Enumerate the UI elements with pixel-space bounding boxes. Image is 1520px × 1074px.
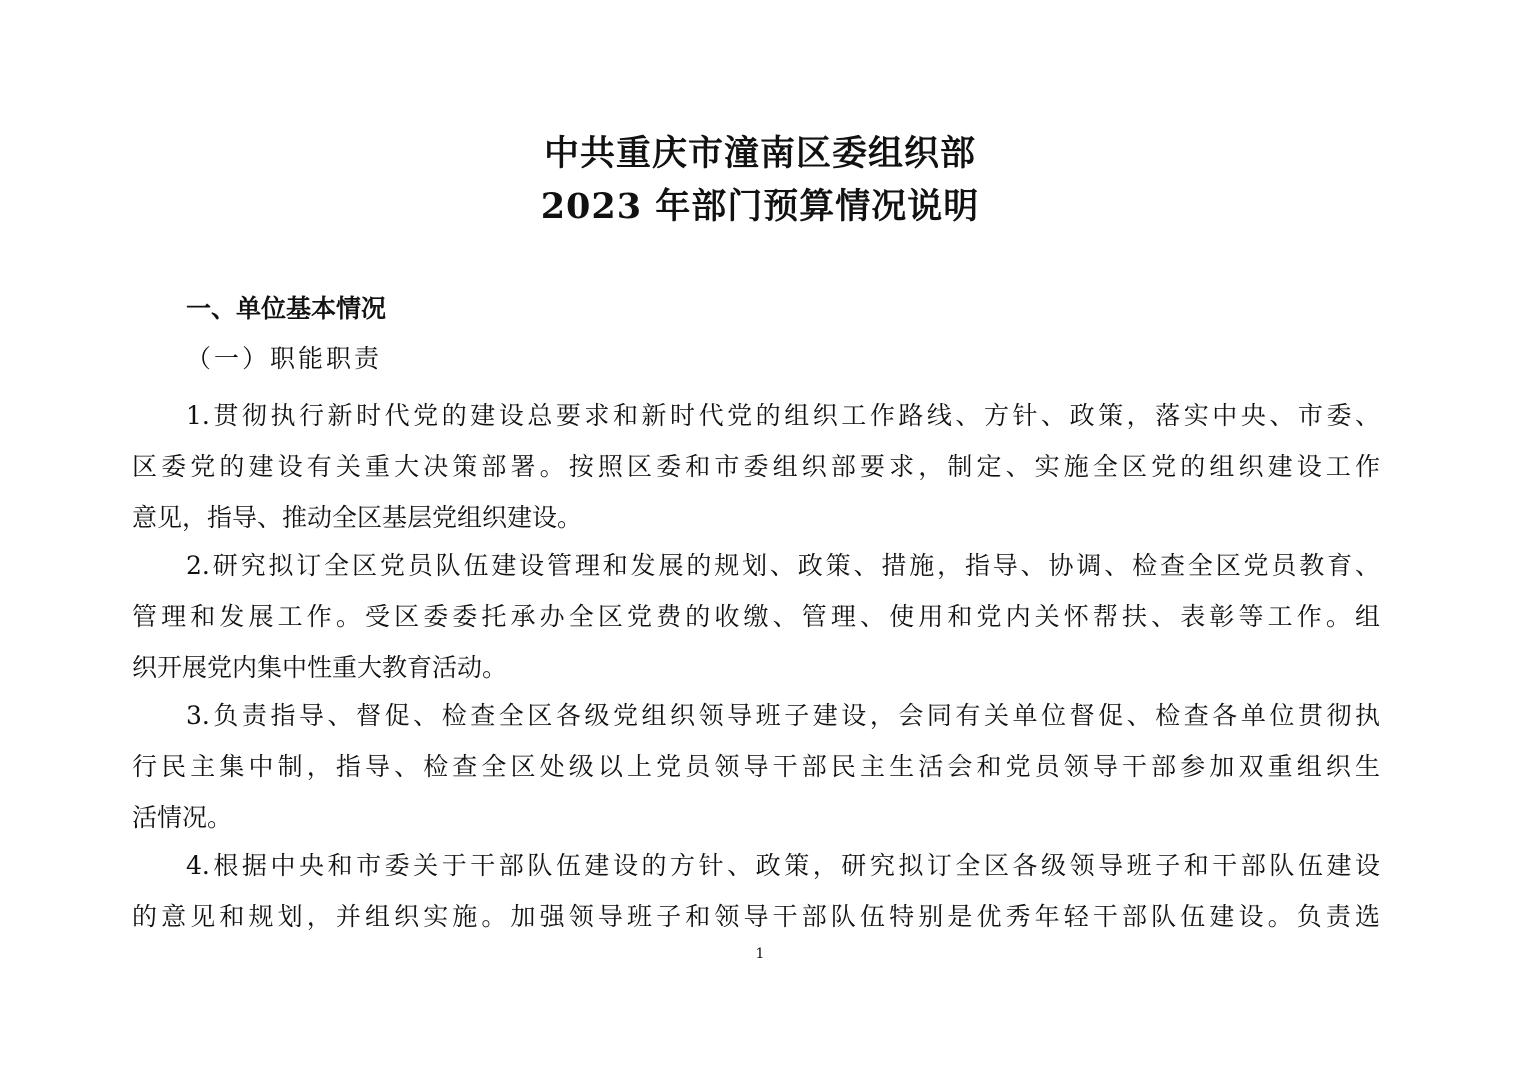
paragraph-line: 织开展党内集中性重大教育活动。 [132,653,508,682]
paragraph-line: 意见，指导、推动全区基层党组织建设。 [132,503,583,532]
paragraph-line: 区委党的建设有关重大决策部署。按照区委和市委组织部要求，制定、实施全区党的组织建设工作 [132,452,1380,481]
paragraph-line: 1.贯彻执行新时代党的建设总要求和新时代党的组织工作路线、方针、政策，落实中央、市委、 [186,401,1380,430]
paragraph-line: 管理和发展工作。受区委委托承办全区党费的收缴、管理、使用和党内关怀帮扶、表彰等工作。组 [132,602,1380,631]
document-title-line-2: 2023 年部门预算情况说明 [540,186,980,227]
paragraph-2 [132,540,1380,693]
paragraph-line: 的意见和规划，并组织实施。加强领导班子和领导干部队伍特别是优秀年轻干部队伍建设。负责选 [132,902,1380,931]
paragraph-line: 活情况。 [132,803,233,832]
paragraph-1 [132,390,1380,543]
paragraph-line: 行民主集中制，指导、检查全区处级以上党员领导干部民主生活会和党员领导干部参加双重组织生 [132,752,1380,781]
paragraph-line: 4.根据中央和市委关于干部队伍建设的方针、政策，研究拟订全区各级领导班子和干部队伍建设 [186,851,1380,880]
paragraph-line: 2.研究拟订全区党员队伍建设管理和发展的规划、政策、措施，指导、协调、检查全区党员教育、 [186,551,1380,580]
document-title-line-1: 中共重庆市潼南区委组织部 [543,133,976,174]
paragraph-line: 3.负责指导、督促、检查全区各级党组织领导班子建设，会同有关单位督促、检查各单位贯彻执 [186,701,1380,730]
paragraph-4 [132,840,1380,942]
subsection-heading: （一）职能职责 [186,344,383,373]
paragraph-3 [132,690,1380,843]
section-heading: 一、单位基本情况 [186,294,387,323]
page-number: 1 [755,946,765,962]
